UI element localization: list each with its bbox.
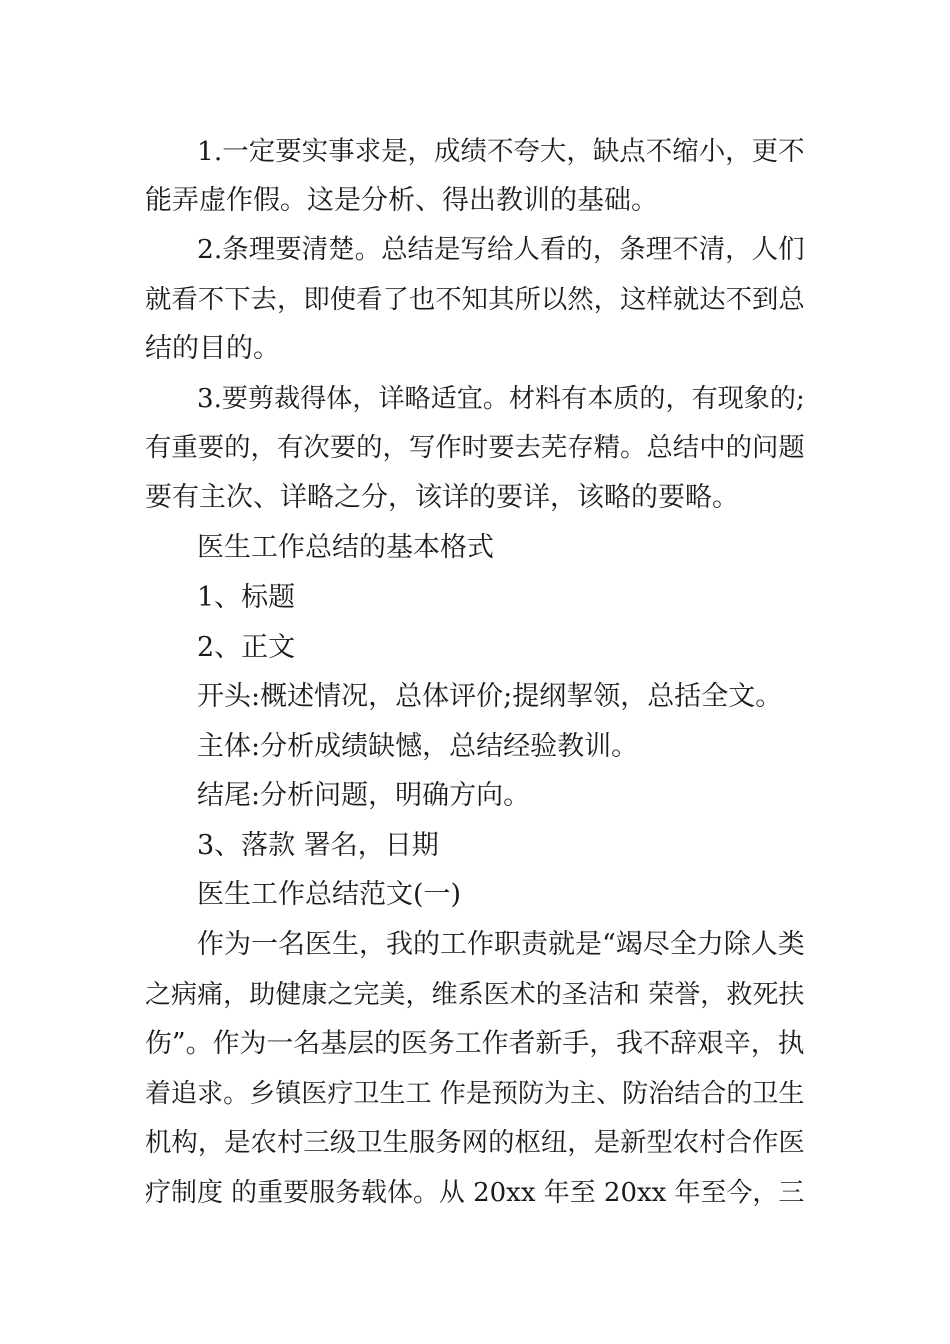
text-line: 就看不下去，即使看了也不知其所以然，这样就达不到总 (145, 284, 805, 315)
text-line: 3、落款 署名，日期 (197, 830, 439, 861)
text-line: 2.条理要清楚。总结是写给人看的，条理不清，人们 (197, 234, 805, 265)
text-line: 2、正文 (197, 632, 296, 663)
text-line: 机构，是农村三级卫生服务网的枢纽，是新型农村合作医 (145, 1127, 805, 1158)
text-line: 主体:分析成绩缺憾，总结经验教训。 (197, 731, 639, 762)
section-heading: 医生工作总结范文(一) (197, 879, 462, 910)
text-line: 1、标题 (197, 582, 296, 613)
text-line: 疗制度 的重要服务载体。从 20xx 年至 20xx 年至今，三 (145, 1178, 805, 1208)
text-line: 1.一定要实事求是，成绩不夸大，缺点不缩小，更不 (197, 136, 805, 167)
text-line: 3.要剪裁得体，详略适宜。材料有本质的，有现象的; (197, 384, 805, 414)
text-line: 着追求。乡镇医疗卫生工 作是预防为主、防治结合的卫生 (145, 1079, 805, 1109)
section-heading: 医生工作总结的基本格式 (197, 532, 494, 563)
text-line: 能弄虚作假。这是分析、得出教训的基础。 (145, 185, 658, 216)
text-line: 要有主次、详略之分，该详的要详，该略的要略。 (145, 482, 739, 513)
text-line: 作为一名医生，我的工作职责就是“竭尽全力除人类 (197, 929, 805, 960)
text-line: 有重要的，有次要的，写作时要去芜存精。总结中的问题 (145, 432, 805, 463)
text-line: 伤”。作为一名基层的医务工作者新手，我不辞艰辛，执 (145, 1028, 805, 1059)
text-line: 开头:概述情况，总体评价;提纲挈领，总括全文。 (197, 681, 783, 712)
text-line: 结的目的。 (145, 333, 280, 364)
text-line: 结尾:分析问题，明确方向。 (197, 780, 531, 811)
text-line: 之病痛，助健康之完美，维系医术的圣洁和 荣誉，救死扶 (145, 980, 805, 1010)
